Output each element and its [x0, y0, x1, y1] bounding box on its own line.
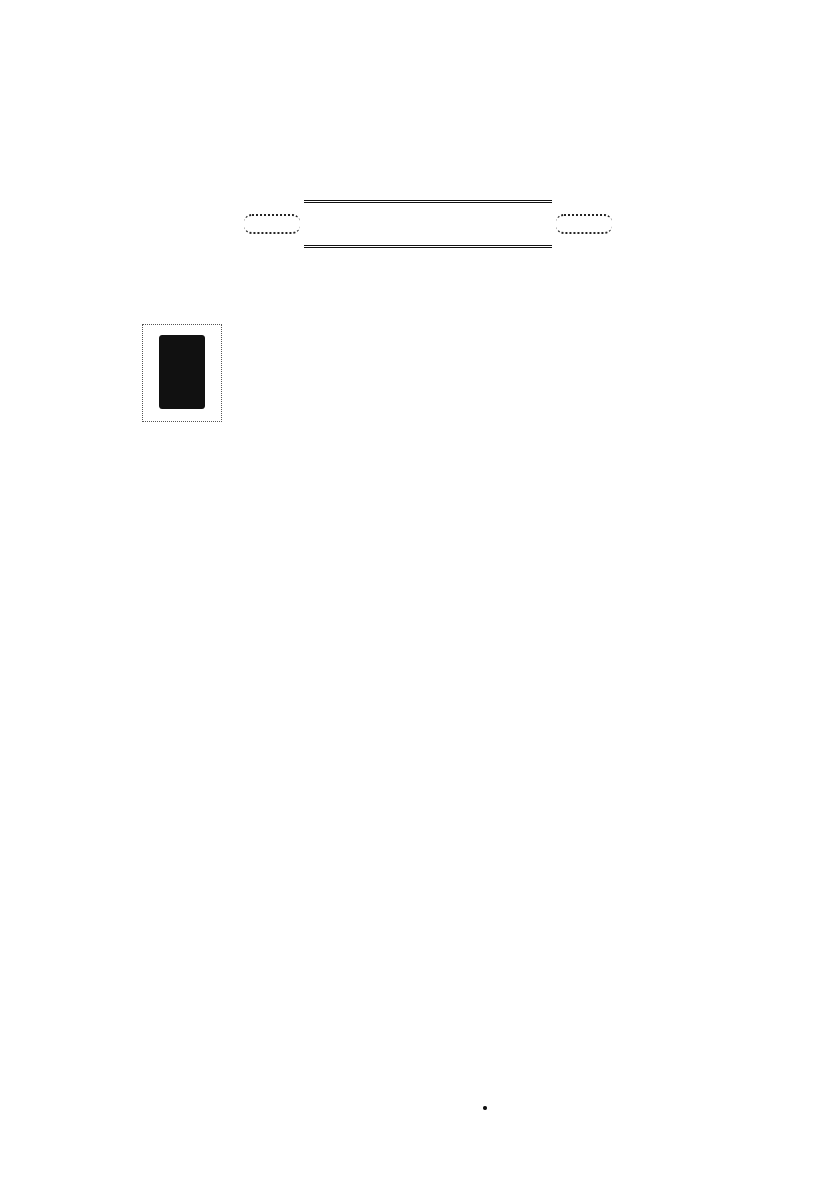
floral-ornament-right [556, 214, 612, 234]
text-line [142, 816, 698, 861]
text-line [142, 726, 698, 771]
text-line [142, 636, 698, 681]
ornamental-headpiece [244, 196, 612, 246]
floral-ornament-left [244, 214, 300, 234]
prayer-heading [304, 200, 552, 248]
text-line [142, 951, 698, 996]
page-mark [483, 1106, 487, 1110]
text-line [142, 861, 698, 906]
text-line [142, 501, 698, 546]
text-line [142, 996, 698, 1041]
text-line [142, 591, 698, 636]
text-line [142, 771, 698, 816]
text-line [142, 366, 698, 411]
text-line [142, 906, 698, 951]
prayer-text [142, 366, 698, 1041]
text-line [142, 456, 698, 501]
text-line [142, 411, 698, 456]
text-line [142, 681, 698, 726]
text-line [142, 546, 698, 591]
